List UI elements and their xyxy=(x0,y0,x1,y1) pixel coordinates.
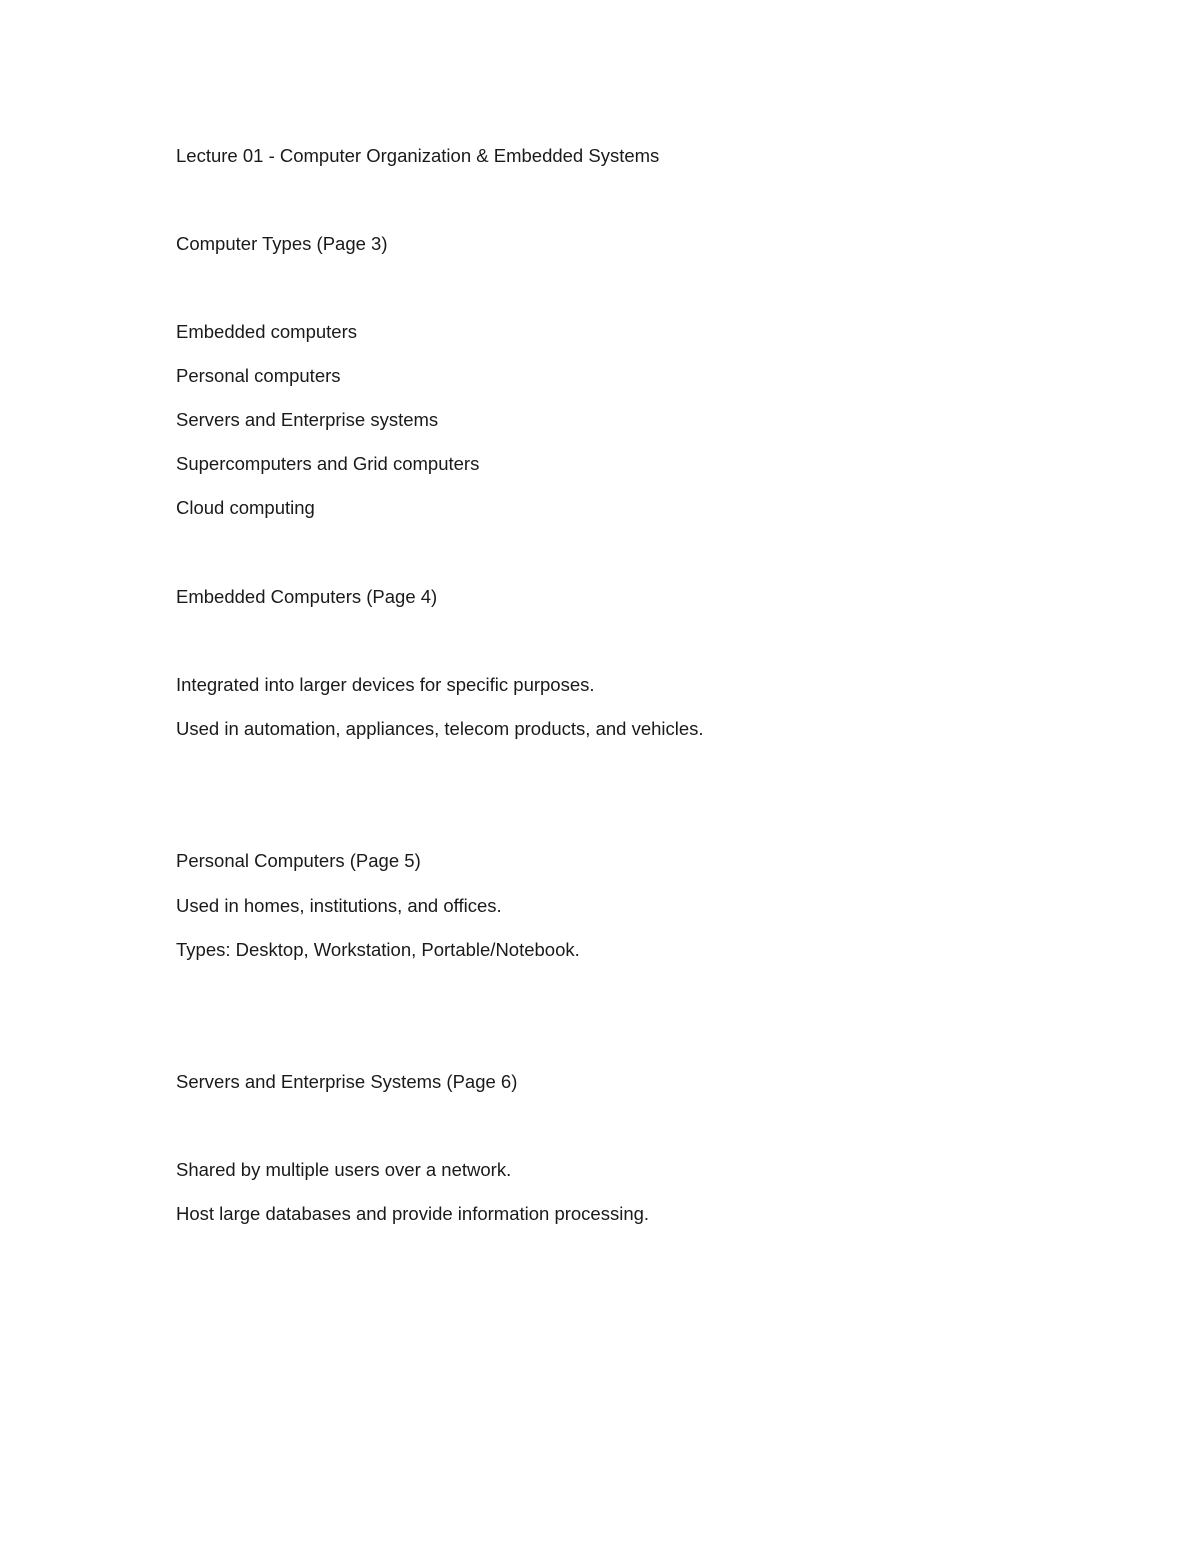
section-heading-personal-computers: Personal Computers (Page 5) xyxy=(176,850,421,871)
paragraph-line: Used in homes, institutions, and offices. xyxy=(176,895,502,916)
section-heading-computer-types: Computer Types (Page 3) xyxy=(176,233,388,254)
paragraph-line: Integrated into larger devices for specific purposes. xyxy=(176,674,595,695)
section-heading-embedded-computers: Embedded Computers (Page 4) xyxy=(176,586,438,607)
list-item: Supercomputers and Grid computers xyxy=(176,453,480,474)
document-title: Lecture 01 - Computer Organization & Embedded Systems xyxy=(176,145,660,166)
list-item: Personal computers xyxy=(176,365,341,386)
paragraph-line: Used in automation, appliances, telecom products, and vehicles. xyxy=(176,718,704,739)
paragraph-line: Shared by multiple users over a network. xyxy=(176,1159,512,1180)
list-item: Servers and Enterprise systems xyxy=(176,409,439,430)
list-item: Embedded computers xyxy=(176,321,357,342)
paragraph-line: Host large databases and provide information processing. xyxy=(176,1203,650,1224)
section-heading-servers-enterprise: Servers and Enterprise Systems (Page 6) xyxy=(176,1071,518,1092)
paragraph-line: Types: Desktop, Workstation, Portable/Notebook. xyxy=(176,939,580,960)
list-item: Cloud computing xyxy=(176,497,315,518)
